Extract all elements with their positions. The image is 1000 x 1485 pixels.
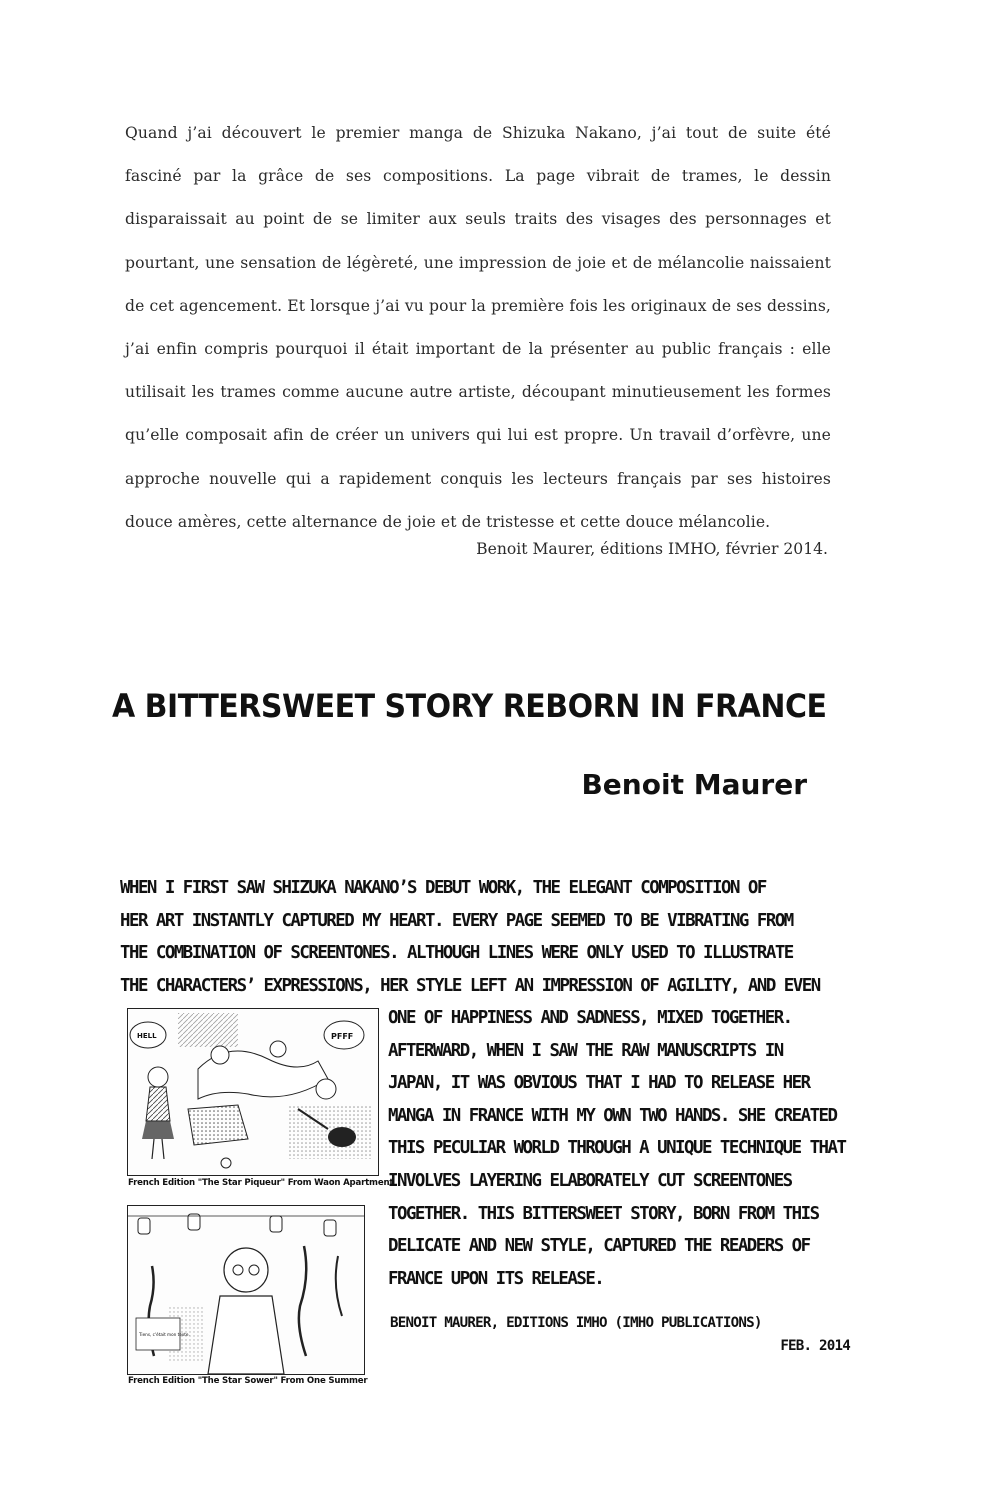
english-title: A BITTERSWEET STORY REBORN IN FRANCE (112, 688, 827, 726)
manga-illustration-2 (128, 1206, 364, 1374)
english-line: JAPAN, IT WAS OBVIOUS THAT I HAD TO RELEASE HER (388, 1073, 810, 1094)
french-paragraph: Quand j’ai découvert le premier manga de Shizuka Nakano, j’ai tout de suite été fasciné par la grâce de ses compositions. La page vibrait de trames, le dessin disparaissait au point de se limiter aux seuls traits des visages des personnages et pourtant, une sensation de légèreté, une impression de joie et de mélancolie naissaient de cet agencement. Et lorsque j’ai vu pour la première fois les originaux de ses dessins, j’ai enfin compris pourquoi il était important de la présenter au public français : elle utilisait les trames comme aucune autre artiste, découpant minutieusement les formes qu’elle composait afin de créer un univers qui lui est propre. Un travail d’orfèvre, une approche nouvelle qui a rapidement conquis les lecteurs français par ses histoires douce amères, cette alternance de joie et de tristesse et cette douce mélancolie. (125, 124, 831, 531)
english-line: FRANCE UPON ITS RELEASE. (388, 1268, 604, 1289)
speech-bubble-text: HELL (137, 1032, 157, 1040)
english-date: FEB. 2014 (780, 1338, 850, 1354)
manga-panel-star-sower (127, 1205, 365, 1375)
english-line: DELICATE AND NEW STYLE, CAPTURED THE READERS OF (388, 1236, 810, 1257)
french-signature: Benoit Maurer, éditions IMHO, février 2014. (476, 540, 828, 558)
english-paragraph-full-width (120, 872, 950, 1002)
english-line: TOGETHER. THIS BITTERSWEET STORY, BORN FROM THIS (388, 1203, 819, 1224)
manga-panel-star-piqueur (127, 1008, 379, 1176)
english-signature: BENOIT MAURER, EDITIONS IMHO (IMHO PUBLICATIONS) (390, 1315, 762, 1331)
english-author: Benoit Maurer (581, 768, 807, 801)
english-paragraph-wrapped (388, 1002, 948, 1295)
english-line: INVOLVES LAYERING ELABORATELY CUT SCREENTONES (388, 1170, 792, 1191)
english-line: WHEN I FIRST SAW SHIZUKA NAKANO’S DEBUT WORK, THE ELEGANT COMPOSITION OF (120, 878, 766, 898)
english-line: MANGA IN FRANCE WITH MY OWN TWO HANDS. SHE CREATED (388, 1105, 837, 1126)
english-line: THE CHARACTERS’ EXPRESSIONS, HER STYLE LEFT AN IMPRESSION OF AGILITY, AND EVEN (120, 975, 820, 996)
english-signature-block (390, 1312, 850, 1358)
illustration-caption: French Edition "The Star Sower" From One Summer (128, 1376, 368, 1386)
speech-bubble-text: Tiens, c'était mon texte. (139, 1332, 190, 1337)
english-line: HER ART INSTANTLY CAPTURED MY HEART. EVERY PAGE SEEMED TO BE VIBRATING FROM (120, 910, 793, 931)
speech-bubble-text: PFFF (331, 1032, 354, 1041)
english-line: AFTERWARD, WHEN I SAW THE RAW MANUSCRIPTS IN (388, 1040, 783, 1061)
english-line: THE COMBINATION OF SCREENTONES. ALTHOUGH LINES WERE ONLY USED TO ILLUSTRATE (120, 943, 793, 964)
english-line: ONE OF HAPPINESS AND SADNESS, MIXED TOGETHER. (388, 1008, 792, 1028)
manga-illustration-1 (128, 1009, 378, 1175)
english-line: THIS PECULIAR WORLD THROUGH A UNIQUE TECHNIQUE THAT (388, 1138, 846, 1159)
illustration-caption: French Edition "The Star Piqueur" From Waon Apartment (128, 1178, 394, 1188)
